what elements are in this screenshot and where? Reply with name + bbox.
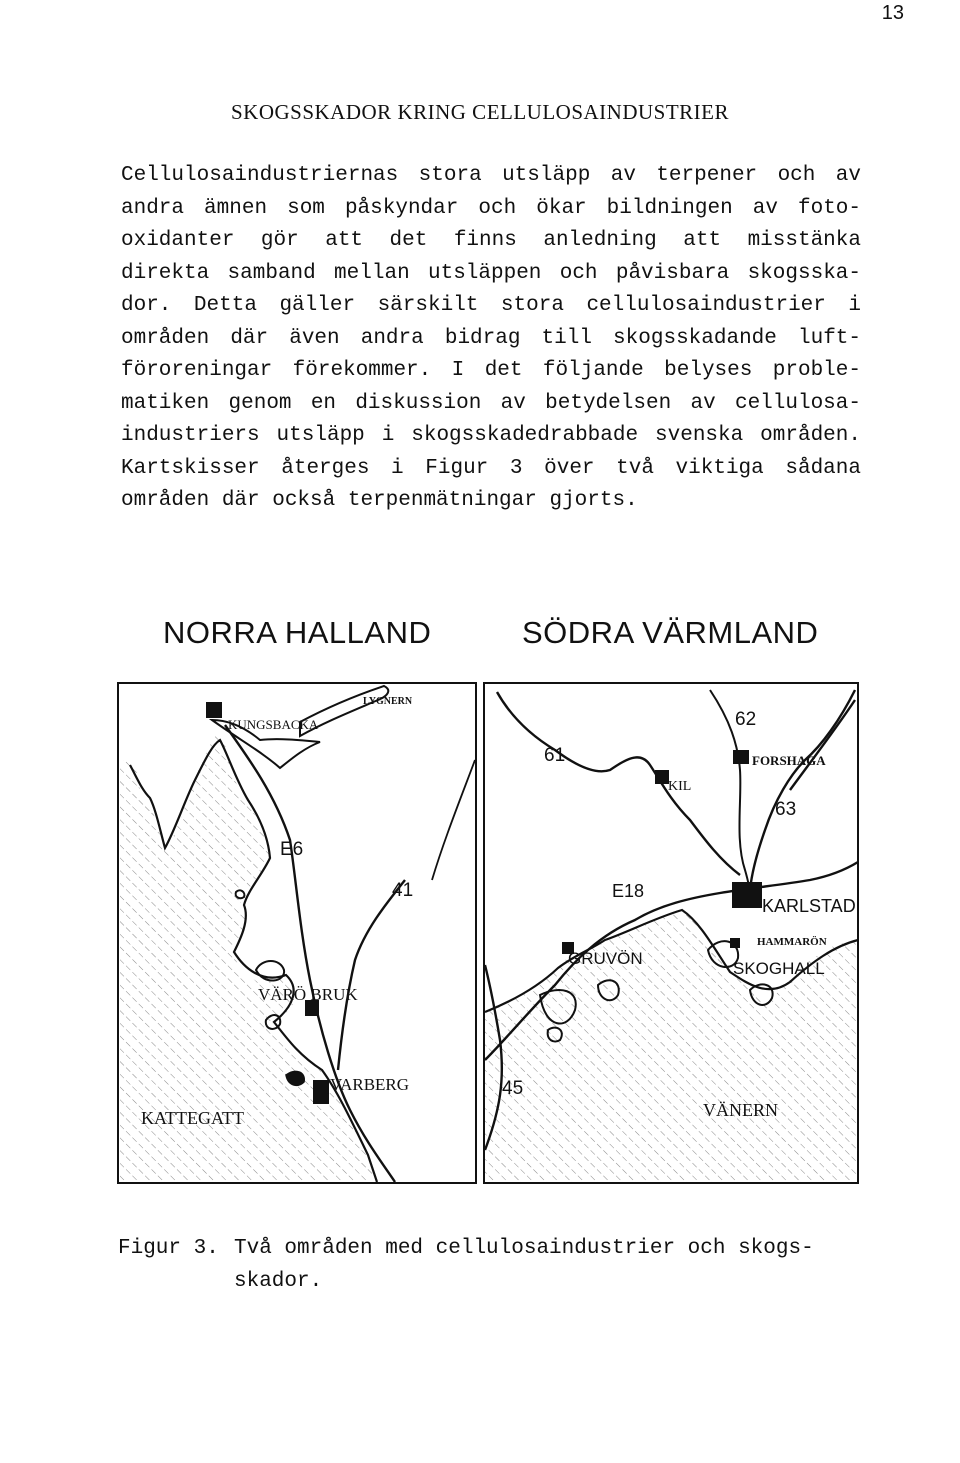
paragraph-line: dor. Detta gäller särskilt stora cellulosaindustrier i bbox=[121, 294, 861, 317]
label-varo-bruk: VÄRÖ BRUK bbox=[258, 985, 358, 1004]
map-title-norra-halland: NORRA HALLAND bbox=[163, 615, 432, 650]
road-63 bbox=[790, 700, 855, 790]
road-62 bbox=[750, 690, 855, 890]
label-forshaga: FORSHAGA bbox=[752, 753, 826, 768]
label-road-62: 62 bbox=[735, 709, 757, 730]
paragraph-line: oxidanter gör att det finns anledning att misstänka bbox=[121, 229, 861, 252]
paragraph-line: matiken genom en diskussion av betydelsen av cellulosa- bbox=[121, 391, 861, 415]
road-61 bbox=[497, 692, 740, 875]
caption-line-1: Två områden med cellulosaindustrier och skogs- bbox=[234, 1237, 814, 1260]
lake-vanern bbox=[485, 910, 858, 1182]
label-varberg: VARBERG bbox=[330, 1075, 410, 1094]
section-heading: SKOGSSKADOR KRING CELLULOSAINDUSTRIER bbox=[230, 100, 730, 124]
town-forshaga bbox=[733, 750, 749, 764]
paragraph-line: Cellulosaindustriernas stora utsläpp av terpener och av bbox=[121, 164, 861, 187]
label-e18: E18 bbox=[612, 881, 645, 901]
paragraph-line: områden där även andra bidrag till skogsskadande luft- bbox=[121, 326, 861, 350]
label-kattegatt: KATTEGATT bbox=[141, 1108, 244, 1128]
label-gruvon: GRUVÖN bbox=[568, 949, 643, 968]
figure-caption bbox=[118, 1232, 814, 1298]
label-road-61: 61 bbox=[544, 745, 566, 766]
paragraph-line: industriers utsläpp i skogsskadedrabbade svenska områden. bbox=[121, 424, 861, 447]
map-title-sodra-varmland: SÖDRA VÄRMLAND bbox=[522, 615, 819, 650]
caption-prefix: Figur 3. bbox=[118, 1237, 219, 1260]
label-e6: E6 bbox=[280, 839, 304, 860]
caption-line-2: skador. bbox=[234, 1270, 323, 1293]
map-norra-halland bbox=[118, 683, 476, 1183]
town-kil bbox=[655, 770, 669, 784]
town-kungsbacka bbox=[206, 702, 222, 718]
town-skoghall bbox=[730, 938, 740, 948]
page-number: 13 bbox=[881, 2, 904, 24]
label-kil: KIL bbox=[668, 779, 692, 794]
label-skoghall: SKOGHALL bbox=[733, 959, 825, 978]
paragraph-line: andra ämnen som påskyndar och ökar bildningen av foto- bbox=[121, 196, 861, 220]
label-road-63: 63 bbox=[775, 799, 797, 820]
paragraph-line: föroreningar förekommer. I det följande belyses proble- bbox=[121, 359, 861, 382]
label-road-41: 41 bbox=[392, 880, 414, 901]
paragraph-line: Kartskisser återges i Figur 3 över två viktiga sådana bbox=[121, 456, 861, 480]
label-lygnern: LYGNERN bbox=[363, 696, 413, 707]
label-road-45: 45 bbox=[502, 1078, 524, 1099]
label-hammaron: HAMMARÖN bbox=[757, 936, 827, 948]
town-karlstad bbox=[732, 882, 762, 908]
paragraph-line: direkta samband mellan utsläppen och påvisbara skogsska- bbox=[121, 261, 861, 285]
river bbox=[432, 760, 475, 880]
label-karlstad: KARLSTAD bbox=[762, 896, 856, 916]
town-varberg bbox=[313, 1080, 329, 1104]
label-kungsbacka: KUNGSBACKA bbox=[228, 717, 319, 732]
road-41 bbox=[338, 880, 405, 1070]
map-sodra-varmland bbox=[484, 683, 858, 1183]
label-vanern: VÄNERN bbox=[703, 1100, 778, 1120]
paragraph-line: områden där också terpenmätningar gjorts. bbox=[121, 489, 638, 512]
